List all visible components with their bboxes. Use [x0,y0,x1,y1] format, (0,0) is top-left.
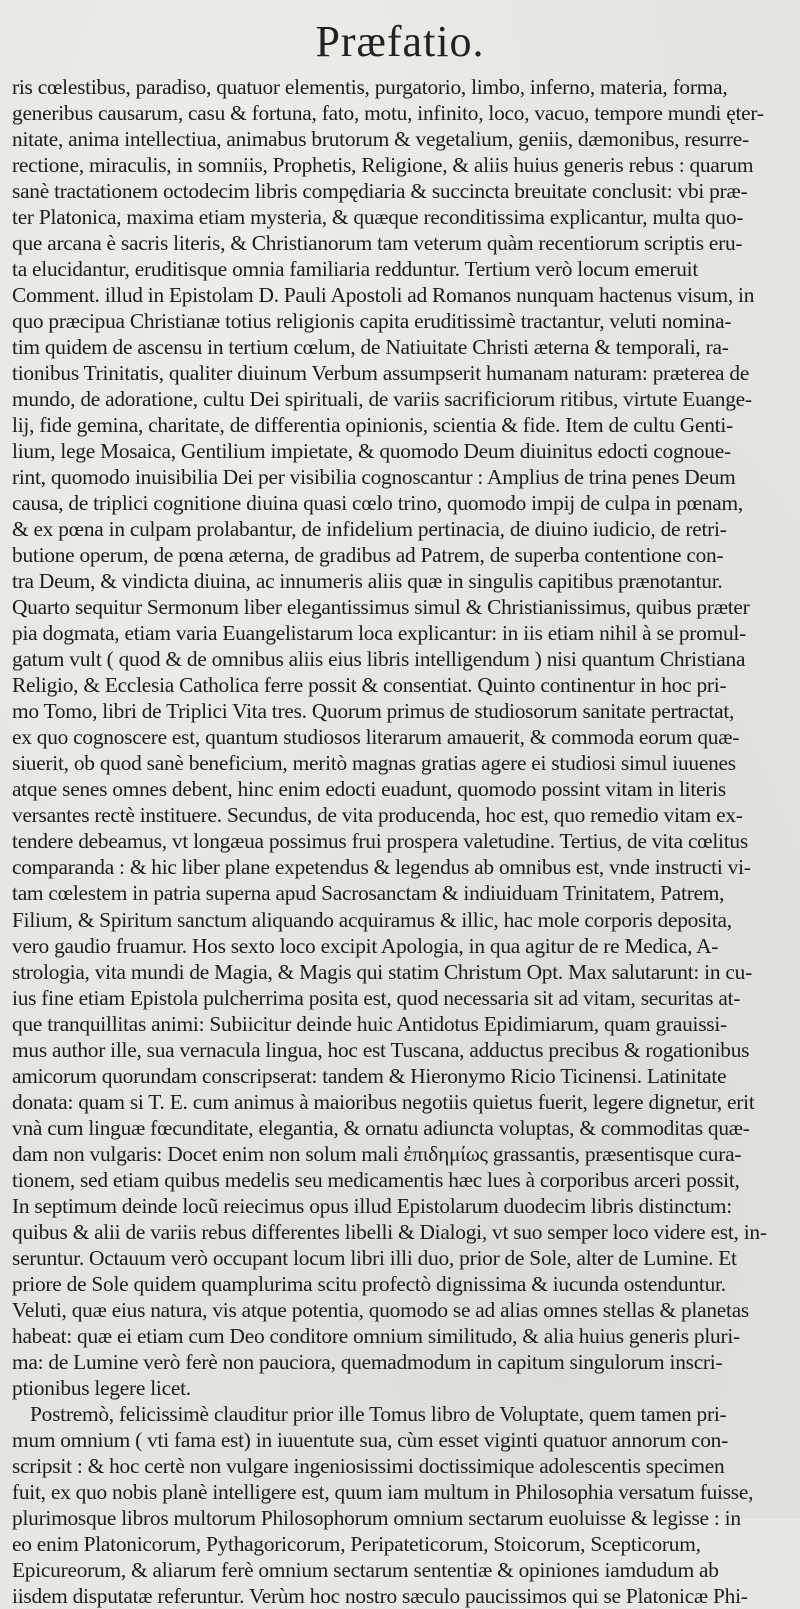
text-line: gatum vult ( quod & de omnibus aliis eius libris intelligendum ) nisi quantum Christiana [12,647,746,672]
text-line: strologia, vita mundi de Magia, & Magis qui statim Christum Opt. Max salutarunt: in cu- [12,959,752,984]
text-line: mo Tomo, libri de Triplici Vita tres. Quorum primus de studiosorum sanitate pertractat, [12,699,735,724]
text-line: que tranquillitas animi: Subiicitur deinde huic Antidotus Epidimiarum, quam grauissi- [12,1011,727,1036]
text-line: In septimum deinde locũ reiecimus opus illud Epistolarum duodecim libris distinctum: [12,1193,732,1218]
text-line: & ex pœna in culpam prolabantur, de infidelium pertinacia, de diuino iudicio, de retri- [12,517,727,542]
text-line: nitate, anima intellectiua, animabus brutorum & vegetalium, geniis, dæmonibus, resurre- [12,127,749,152]
text-line: tionibus Trinitatis, qualiter diuinum Verbum assumpserit humanam naturam: præterea de [12,361,750,386]
text-line: Religio, & Ecclesia Catholica ferre possit & consentiat. Quinto continentur in hoc pri- [12,673,727,698]
text-line: pia dogmata, etiam varia Euangelistarum loca explicantur: in iis etiam nihil à se promul- [12,621,746,646]
text-line: Comment. illud in Epistolam D. Pauli Apostoli ad Romanos nunquam hactenus visum, in [12,283,755,308]
text-line: comparanda : & hic liber plane expetendus & legendus ab omnibus est, vnde instructi vi- [12,855,751,880]
text-line: Quarto sequitur Sermonum liber elegantissimus simul & Christianissimus, quibus præter [12,595,750,620]
text-line: scripsit : & hoc certè non vulgare ingeniosissimi doctissimique adolescentis specimen [12,1453,725,1478]
text-line: generibus causarum, casu & fortuna, fato, motu, infinito, loco, vacuo, tempore mundi ęter- [12,101,764,126]
text-line: lij, fide gemina, charitate, de differentia opinionis, scientia & fide. Item de cultu Genti- [12,413,733,438]
text-line: que arcana è sacris literis, & Christianorum tam veterum quàm recentiorum scriptis eru- [12,231,743,256]
text-line: tionem, sed etiam quibus medelis seu medicamentis hæc lues à corporibus arceri possit, [12,1167,740,1192]
text-line: ptionibus legere licet. [12,1375,191,1400]
text-line: quo præcipua Christianæ totius religionis capita eruditissimè tractantur, veluti nomina- [12,309,732,334]
text-line: tam cœlestem in patria superna apud Sacrosanctam & indiuiduam Trinitatem, Patrem, [12,881,725,906]
text-line: ta elucidantur, eruditisque omnia familiaria redduntur. Tertium verò locum emeruit [12,257,699,282]
text-line: donata: quam si T. E. cum animus à maioribus negotiis quietus fuerit, legere dignetur, erit [12,1089,755,1114]
text-line: eo enim Platonicorum, Pythagoricorum, Peripateticorum, Stoicorum, Scepticorum, [12,1531,701,1556]
page-title: Præfatio. [315,17,485,66]
text-line: mum omnium ( vti fama est) in iuuentute sua, cùm esset viginti quatuor annorum con- [12,1427,728,1452]
text-line: mus author ille, sua vernacula lingua, hoc est Tuscana, adductus precibus & rogationibus [12,1037,750,1062]
text-line: ius fine etiam Epistola pulcherrima posita est, quod necessaria sit ad vitam, securitas at- [12,985,741,1010]
text-line: butione operum, de pœna æterna, de gradibus ad Patrem, de superba contentione con- [12,543,724,568]
text-line: causa, de triplici cognitione diuina quasi cœlo trino, quomodo impij de culpa in pœnam, [12,491,743,516]
text-line: atque senes omnes debent, hinc enim edocti euadunt, quomodo possint vitam in literis [12,777,726,802]
text-line: ris cœlestibus, paradiso, quatuor elementis, purgatorio, limbo, inferno, materia, forma, [12,75,728,99]
text-line: Postremò, felicissimè clauditur prior ille Tomus libro de Voluptate, quem tamen pri- [30,1401,727,1426]
text-line: rectione, miraculis, in somniis, Prophetis, Religione, & aliis huius generis rebus : quarum [12,153,754,178]
text-line: Epicureorum, & aliarum ferè omnium sectarum sententiæ & opiniones iamdudum ab [12,1557,719,1582]
text-line: Veluti, quæ eius natura, vis atque potentia, quomodo se ad alias omnes stellas & planetas [12,1297,750,1322]
text-line: rint, quomodo inuisibilia Dei per visibilia cognoscantur : Amplius de trina penes Deum [12,465,736,490]
text-line: seruntur. Octauum verò occupant locum libri illi duo, prior de Sole, alter de Lumine. Et [12,1245,737,1270]
text-line: ter Platonica, maxima etiam mysteria, & quæque reconditissima explicantur, multa quo- [12,205,744,230]
text-line: habeat: quæ ei etiam cum Deo conditore omnium similitudo, & alia huius generis pluri- [12,1323,740,1348]
text-line: fuit, ex quo nobis planè intelligere est, quum iam multum in Philosophia versatum fuisse, [12,1479,754,1504]
text-line: vnà cum linguæ fœcunditate, elegantia, & ornatu adiuncta voluptas, & commoditas quæ- [12,1115,750,1140]
text-line: amicorum quorundam conscripserat: tandem & Hieronymo Ricio Ticinensi. Latinitate [12,1063,727,1088]
text-line: tendere debeamus, vt longæua possimus frui prospera valetudine. Tertius, de vita cœlitus [12,829,748,854]
text-line: dam non vulgaris: Docet enim non solum mali ἐπιδημίως grassantis, præsentisque cura- [12,1141,742,1166]
text-line: tim quidem de ascensu in tertium cœlum, de Natiuitate Christi æterna & temporali, ra- [12,335,729,360]
text-line: lium, lege Mosaica, Gentilium impietate, & quomodo Deum diuinitus edocti cognoue- [12,439,731,464]
text-line: iisdem disputatæ referuntur. Verùm hoc nostro sæculo paucissimos qui se Platonicæ Phi- [12,1583,748,1608]
text-line: Filium, & Spiritum sanctum aliquando acquiramus & illic, hac mole corporis deposita, [12,907,732,932]
text-line: quibus & alii de variis rebus differentes libelli & Dialogi, vt suo semper loco videre est, in- [12,1219,767,1244]
text-line: sanè tractationem octodecim libris compędiaria & succincta breuitate conclusit: vbi præ- [12,179,748,204]
text-line: tra Deum, & vindicta diuina, ac innumeris aliis quæ in singulis capitibus prænotantur. [12,569,723,594]
text-line: vero gaudio fruamur. Hos sexto loco excipit Apologia, in qua agitur de re Medica, A- [12,933,719,958]
text-line: mundo, de adoratione, cultu Dei spirituali, de variis sacrificiorum ritibus, virtute Euange- [12,387,752,412]
body-text [12,74,798,1609]
text-line: priore de Sole quidem quamplurima scitu profectò dignissima & iucunda ostenduntur. [12,1271,726,1296]
text-line: versantes rectè instituere. Secundus, de vita producenda, hoc est, quo remedio vitam ex- [12,803,743,828]
text-line: plurimosque libros multorum Philosophorum omnium sectarum euoluisse & legisse : in [12,1505,741,1530]
text-line: siuerit, ob quod sanè beneficium, meritò magnas gratias agere ei studiosi simul iuuenes [12,751,736,776]
text-line: ma: de Lumine verò ferè non pauciora, quemadmodum in capitum singulorum inscri- [12,1349,723,1374]
text-line: ex quo cognoscere est, quantum studiosos literarum amauerit, & commoda eorum quæ- [12,725,740,750]
